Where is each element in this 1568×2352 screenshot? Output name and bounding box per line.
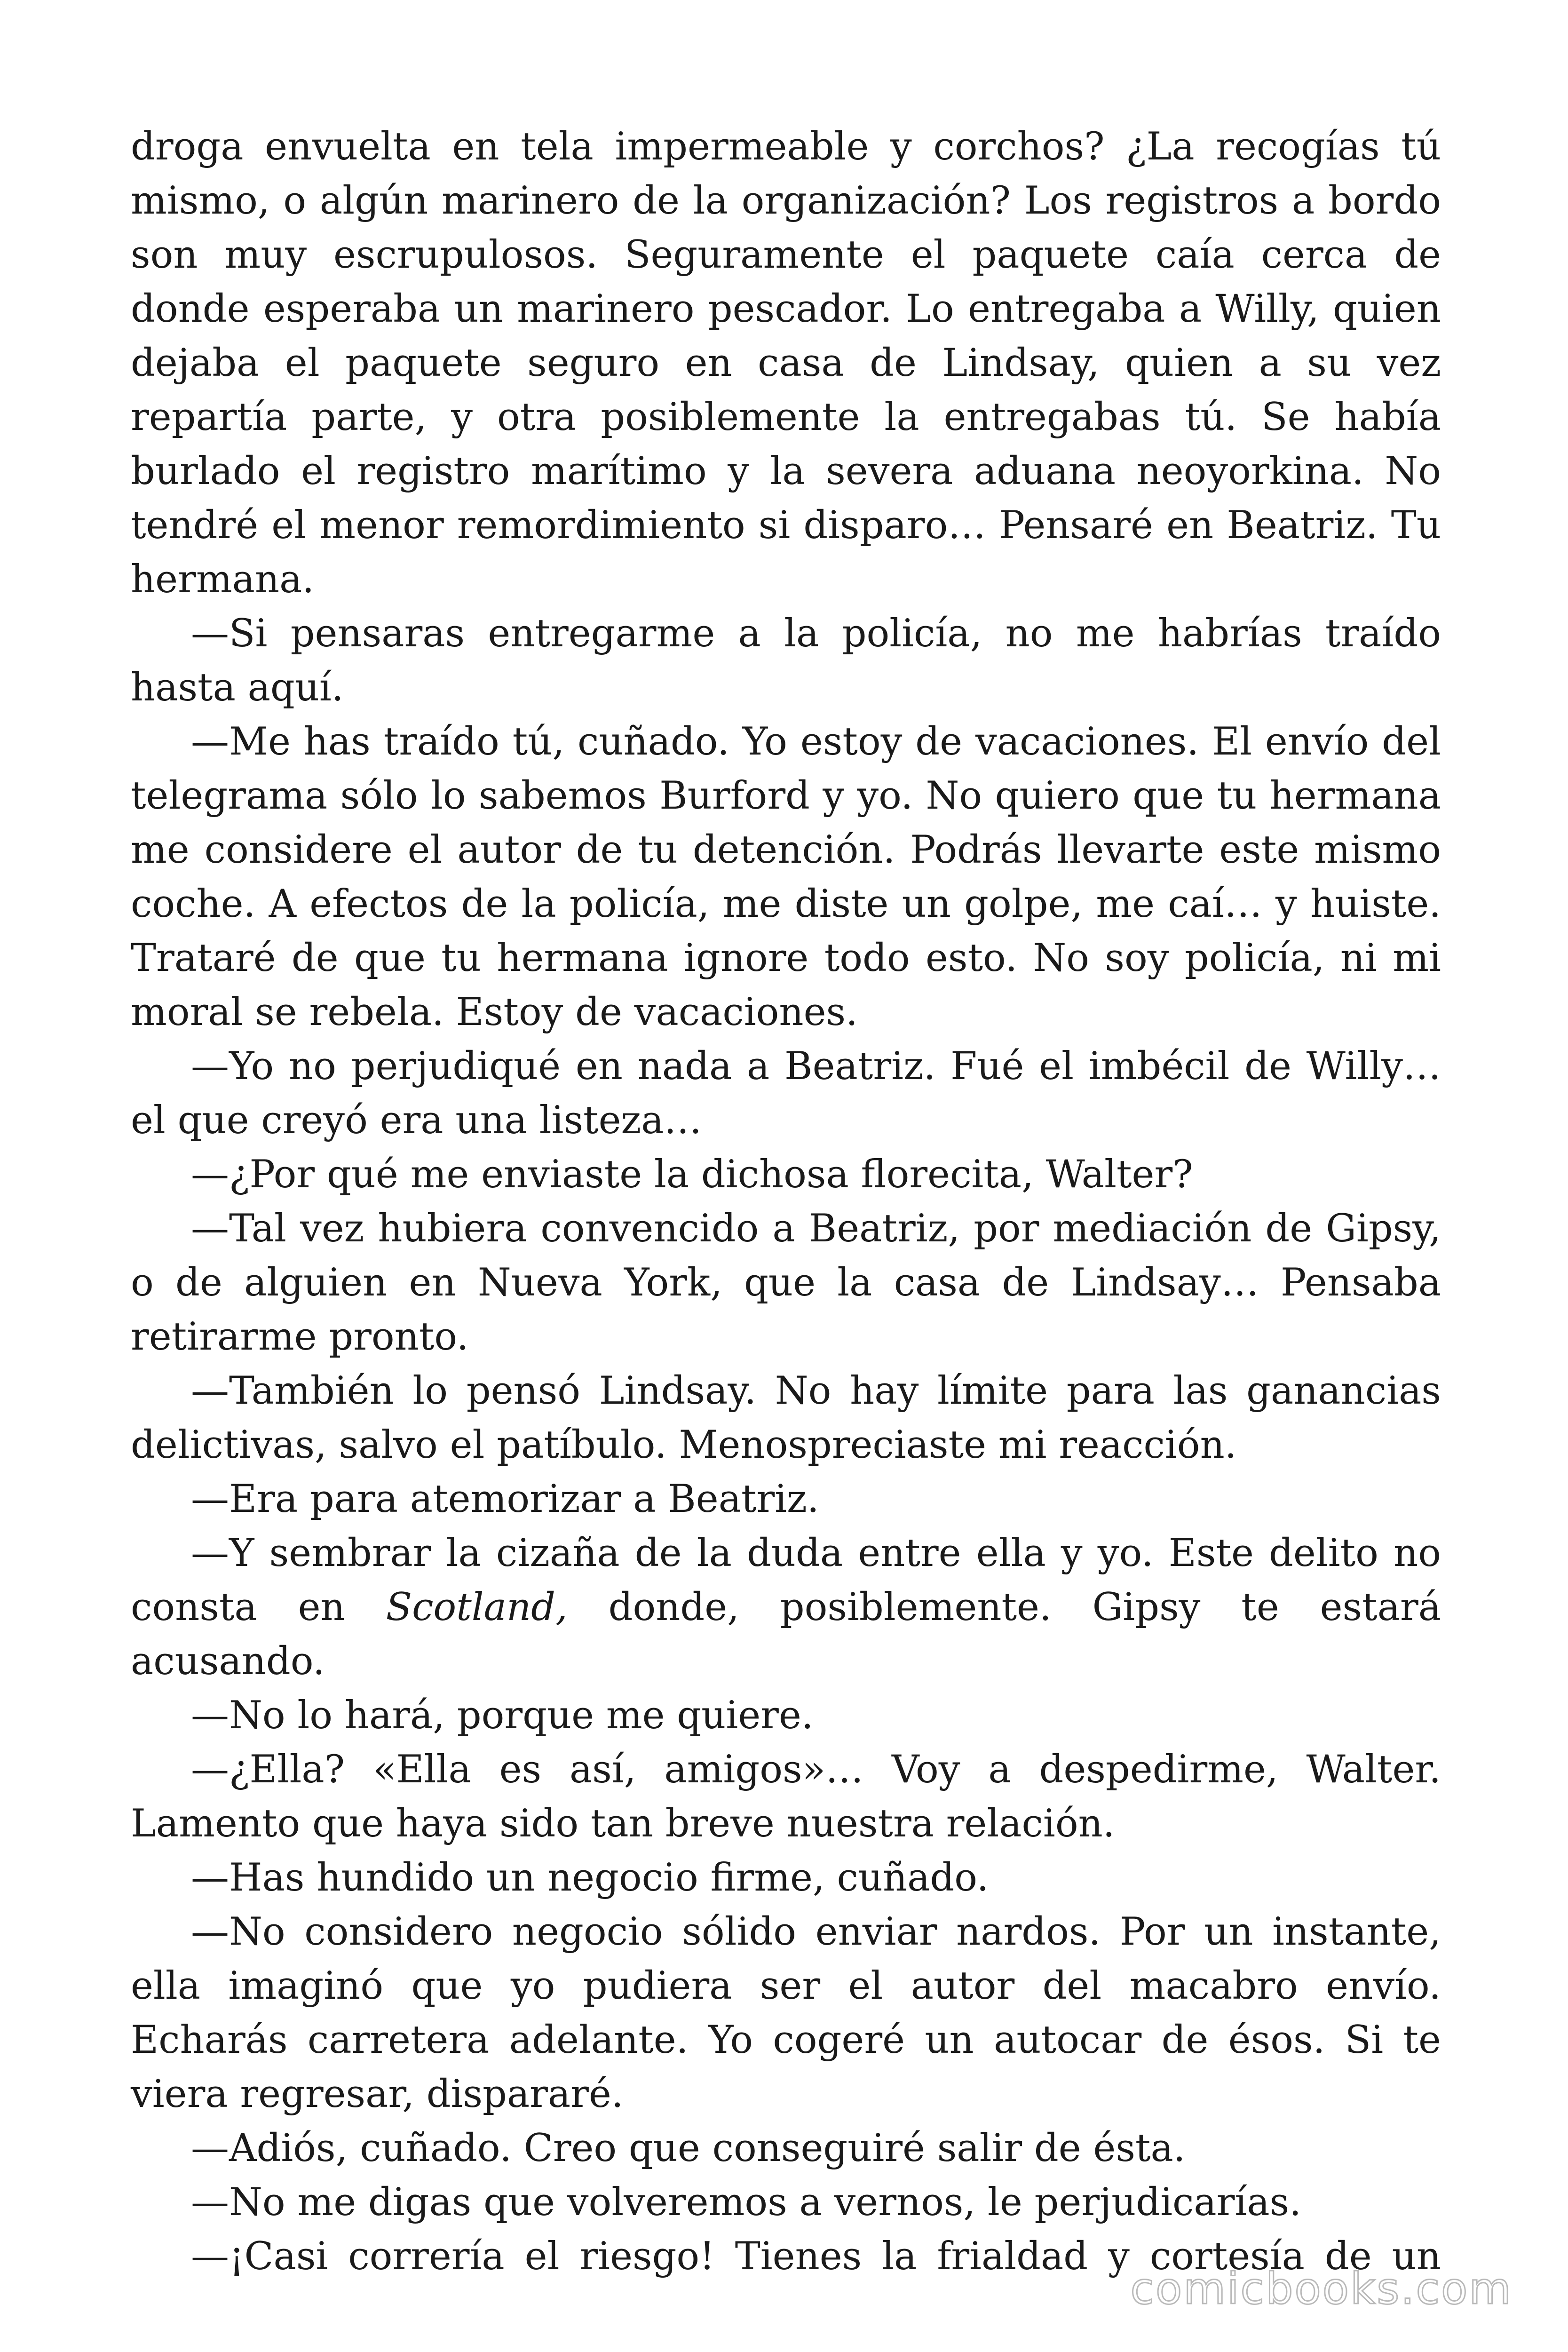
paragraph: —No considero negocio sólido enviar nardos. Por un instante, ella imaginó que yo pudiera ser el autor del macabro envío. Echarás carretera adelante. Yo cogeré un autocar de ésos. Si te viera regresar, dispararé. bbox=[131, 1910, 1441, 2116]
italic-text: Scotland, bbox=[386, 1585, 568, 1629]
paragraph: droga envuelta en tela impermeable y corchos? ¿La recogías tú mismo, o algún marinero de la organización? Los registros a bordo son muy escrupulosos. Seguramente el paquete caía cerca de donde esperaba un marinero pescador. Lo entregaba a Willy, quien dejaba el paquete seguro en casa de Lindsay, quien a su vez repartía parte, y otra posiblemente la entregabas tú. Se había burlado el registro marítimo y la severa aduana neoyorkina. No tendré el menor remordimiento si disparo… Pensaré en Beatriz. Tu hermana. bbox=[131, 125, 1441, 602]
paragraph: —No me digas que volveremos a vernos, le perjudicarías. bbox=[191, 2180, 1301, 2225]
paragraph: —No lo hará, porque me quiere. bbox=[191, 1693, 814, 1738]
paragraph: —También lo pensó Lindsay. No hay límite para las ganancias delictivas, salvo el patíbulo. Menospreciaste mi reacción. bbox=[131, 1369, 1441, 1467]
paragraph: —¿Ella? «Ella es así, amigos»… Voy a despedirme, Walter. Lamento que haya sido tan breve nuestra relación. bbox=[131, 1748, 1441, 1846]
paragraph: —Tal vez hubiera convencido a Beatriz, por mediación de Gipsy, o de alguien en Nueva York, que la casa de Lindsay… Pensaba retirarme pronto. bbox=[131, 1207, 1441, 1359]
paragraph bbox=[131, 1526, 1441, 1689]
paragraph: —Era para atemorizar a Beatriz. bbox=[191, 1477, 819, 1521]
paragraph: —¿Por qué me enviaste la dichosa florecita, Walter? bbox=[191, 1152, 1193, 1197]
paragraph: —Has hundido un negocio firme, cuñado. bbox=[191, 1856, 989, 1900]
paragraph-text: donde, posiblemente. Gipsy te estará acusando. bbox=[131, 1585, 1441, 1684]
paragraph-text: —Y sembrar la cizaña de la duda entre ella y yo. Este delito no consta en bbox=[131, 1531, 1441, 1629]
paragraph: —Adiós, cuñado. Creo que conseguiré salir de ésta. bbox=[191, 2126, 1186, 2170]
paragraph: —¡Casi correría el riesgo! Tienes la frialdad y cortesía de un bbox=[191, 2234, 1441, 2279]
paragraph: —Me has traído tú, cuñado. Yo estoy de vacaciones. El envío del telegrama sólo lo sabemos Burford y yo. No quiero que tu hermana me considere el autor de tu detención. Podrás llevarte este mismo coche. A efectos de la policía, me diste un golpe, me caí… y huiste. Trataré de que tu hermana ignore todo esto. No soy policía, ni mi moral se rebela. Estoy de vacaciones. bbox=[131, 720, 1441, 1034]
watermark: comicbooks.com bbox=[1130, 2264, 1513, 2314]
paragraph: —Si pensaras entregarme a la policía, no me habrías traído hasta aquí. bbox=[131, 612, 1441, 710]
body-text bbox=[131, 120, 1441, 2284]
paragraph: —Yo no perjudiqué en nada a Beatriz. Fué el imbécil de Willy… el que creyó era una listeza… bbox=[131, 1044, 1441, 1143]
